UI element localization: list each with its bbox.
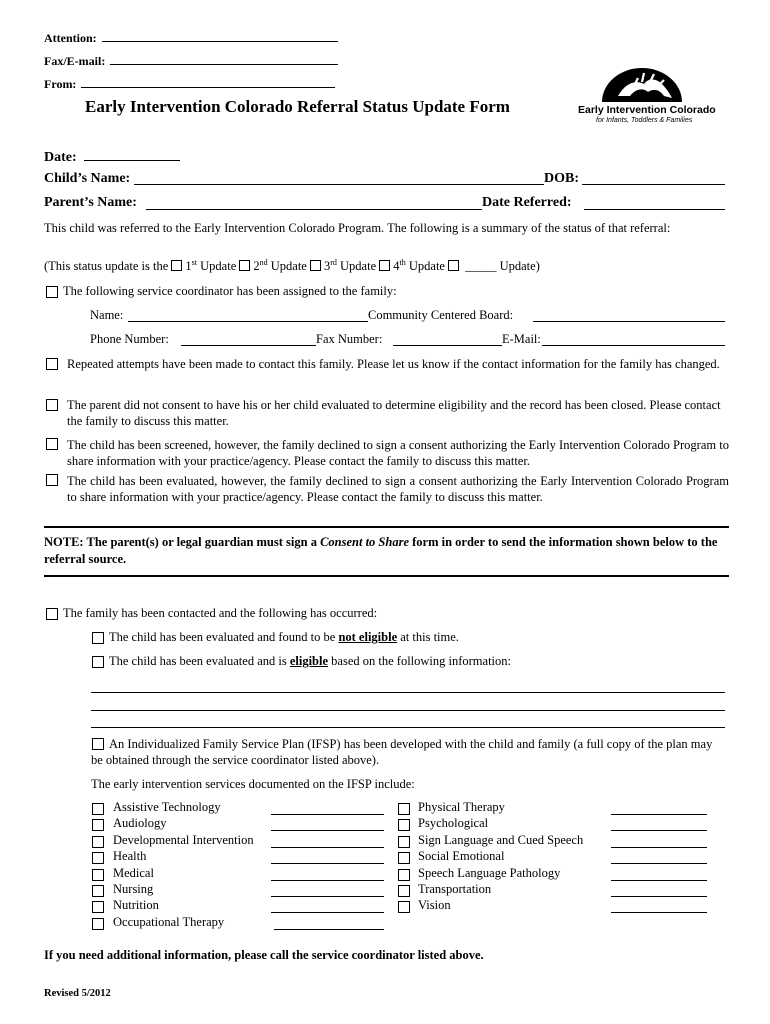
service-checkbox[interactable]	[92, 852, 104, 864]
coord-fax-input[interactable]	[393, 345, 502, 346]
status-checkbox-no-consent-eval[interactable]	[46, 399, 58, 411]
fax-input[interactable]	[110, 53, 338, 65]
coord-name-label: Name:	[90, 308, 124, 322]
status-text-screened-declined: The child has been screened, however, the family declined to sign a consent authorizing the Early Intervention Colorado Program to share information with your practice/agency. Please contact the family to discuss this matter.	[67, 438, 729, 468]
service-speech-language: Speech Language Pathology	[396, 866, 716, 882]
eligible-text: The child has been evaluated and is eligible based on the following information:	[109, 654, 511, 668]
service-checkbox[interactable]	[92, 836, 104, 848]
intro-text: This child was referred to the Early Intervention Colorado Program. The following is a summary of the status of that referral:	[44, 221, 671, 235]
status-checkbox-repeated-attempts[interactable]	[46, 358, 58, 370]
footer-call-text: If you need additional information, please call the service coordinator listed above.	[44, 948, 484, 962]
logo	[574, 66, 714, 126]
service-nutrition: Nutrition	[91, 898, 391, 914]
service-checkbox[interactable]	[398, 901, 410, 913]
date-input[interactable]	[84, 149, 180, 161]
logo-tagline: for Infants, Toddlers & Families	[596, 117, 693, 124]
service-line[interactable]	[611, 912, 707, 913]
update-3rd-checkbox[interactable]	[310, 260, 321, 271]
service-developmental-intervention: Developmental Intervention	[91, 833, 391, 849]
service-medical: Medical	[91, 866, 391, 882]
child-name-label: Child’s Name:	[44, 171, 131, 186]
service-checkbox[interactable]	[398, 885, 410, 897]
service-checkbox[interactable]	[398, 852, 410, 864]
service-line[interactable]	[271, 912, 384, 913]
services-intro: The early intervention services documented on the IFSP include:	[91, 777, 415, 791]
email-input[interactable]	[542, 345, 725, 346]
date-label: Date:	[44, 150, 77, 165]
service-audiology: Audiology	[91, 816, 391, 832]
service-sign-language: Sign Language and Cued Speech	[396, 833, 716, 849]
attention-label: Attention:	[44, 31, 97, 45]
coord-name-input[interactable]	[128, 321, 368, 322]
logo-name: Early Intervention Colorado	[578, 104, 716, 116]
phone-input[interactable]	[181, 345, 316, 346]
child-name-input[interactable]	[134, 184, 544, 185]
service-checkbox[interactable]	[92, 803, 104, 815]
date-referred-input[interactable]	[584, 209, 725, 210]
service-line[interactable]	[271, 847, 384, 848]
ccb-label: Community Centered Board:	[368, 308, 514, 322]
service-vision: Vision	[396, 898, 716, 914]
update-other-blank[interactable]: _____	[465, 259, 497, 273]
service-occupational-therapy: Occupational Therapy	[91, 915, 391, 931]
service-line[interactable]	[271, 880, 384, 881]
note-top-rule	[44, 526, 729, 528]
date-referred-label: Date Referred:	[482, 195, 572, 210]
service-checkbox[interactable]	[398, 836, 410, 848]
update-2nd-checkbox[interactable]	[239, 260, 250, 271]
ifsp-text: An Individualized Family Service Plan (IFSP) has been developed with the child and family (a full copy of the plan may be obtained through the service coordinator listed above).	[91, 737, 713, 767]
service-line[interactable]	[611, 896, 707, 897]
service-social-emotional: Social Emotional	[396, 849, 716, 865]
from-row	[44, 76, 335, 92]
eligibility-info-line-3[interactable]	[91, 727, 725, 728]
coordinator-label: The following service coordinator has been assigned to the family:	[63, 284, 397, 298]
ccb-input[interactable]	[533, 321, 725, 322]
parent-name-label: Parent’s Name:	[44, 195, 137, 210]
attention-row	[44, 30, 338, 46]
service-line[interactable]	[271, 863, 384, 864]
fax-label: Fax/E-mail:	[44, 54, 106, 68]
email-label: E-Mail:	[502, 332, 541, 346]
update-line: (This status update is the 1st Update 2nd Update 3rd Update 4th Update _____ Update)	[44, 257, 540, 273]
service-checkbox[interactable]	[398, 869, 410, 881]
service-physical-therapy: Physical Therapy	[396, 800, 716, 816]
phone-label: Phone Number:	[90, 332, 169, 346]
service-line[interactable]	[611, 830, 707, 831]
coordinator-checkbox[interactable]	[46, 286, 58, 298]
service-line[interactable]	[611, 814, 707, 815]
service-checkbox[interactable]	[92, 901, 104, 913]
service-line[interactable]	[611, 880, 707, 881]
eligibility-info-line-2[interactable]	[91, 710, 725, 711]
revised-date: Revised 5/2012	[44, 988, 111, 999]
eligibility-info-line-1[interactable]	[91, 692, 725, 693]
form-title: Early Intervention Colorado Referral Status Update Form	[85, 97, 510, 116]
fax-row	[44, 53, 338, 69]
contacted-label: The family has been contacted and the following has occurred:	[63, 606, 378, 620]
service-line[interactable]	[271, 896, 384, 897]
status-checkbox-evaluated-declined[interactable]	[46, 474, 58, 486]
not-eligible-checkbox[interactable]	[92, 632, 104, 644]
service-assistive-technology: Assistive Technology	[91, 800, 391, 816]
update-other-checkbox[interactable]	[448, 260, 459, 271]
status-checkbox-screened-declined[interactable]	[46, 438, 58, 450]
status-text-evaluated-declined: The child has been evaluated, however, the family declined to sign a consent authorizing the Early Intervention Colorado Program to share information with your practice/agency. Please contact the family to discuss this matter.	[67, 474, 729, 504]
service-transportation: Transportation	[396, 882, 716, 898]
parent-name-input[interactable]	[146, 209, 482, 210]
status-text-no-consent-eval: The parent did not consent to have his or her child evaluated to determine eligibility and the record has been closed. Please contact the family to discuss this matter.	[67, 398, 721, 428]
service-checkbox[interactable]	[92, 869, 104, 881]
service-nursing: Nursing	[91, 882, 391, 898]
dob-input[interactable]	[582, 184, 725, 185]
eligible-checkbox[interactable]	[92, 656, 104, 668]
service-line[interactable]	[271, 814, 384, 815]
note-bottom-rule	[44, 575, 729, 577]
service-line[interactable]	[274, 929, 384, 930]
service-health: Health	[91, 849, 391, 865]
update-1st-checkbox[interactable]	[171, 260, 182, 271]
status-text-repeated-attempts: Repeated attempts have been made to contact this family. Please let us know if the contact information for the family has changed.	[67, 357, 720, 371]
not-eligible-text: The child has been evaluated and found to be not eligible at this time.	[109, 630, 459, 644]
service-checkbox[interactable]	[92, 885, 104, 897]
date-row	[44, 149, 180, 166]
service-checkbox[interactable]	[398, 803, 410, 815]
from-label: From:	[44, 77, 77, 91]
contacted-checkbox[interactable]	[46, 608, 58, 620]
service-line[interactable]	[611, 863, 707, 864]
dob-label: DOB:	[544, 171, 579, 186]
service-checkbox[interactable]	[92, 918, 104, 930]
from-input[interactable]	[81, 76, 335, 88]
service-checkbox[interactable]	[92, 819, 104, 831]
coord-fax-label: Fax Number:	[316, 332, 383, 346]
service-psychological: Psychological	[396, 816, 716, 832]
attention-input[interactable]	[102, 30, 338, 42]
service-line[interactable]	[611, 847, 707, 848]
service-checkbox[interactable]	[398, 819, 410, 831]
service-line[interactable]	[271, 830, 384, 831]
hands-logo-icon	[574, 66, 714, 104]
update-4th-checkbox[interactable]	[379, 260, 390, 271]
note-text: NOTE: The parent(s) or legal guardian must sign a Consent to Share form in order to send the information shown below to the referral source.	[44, 535, 718, 566]
